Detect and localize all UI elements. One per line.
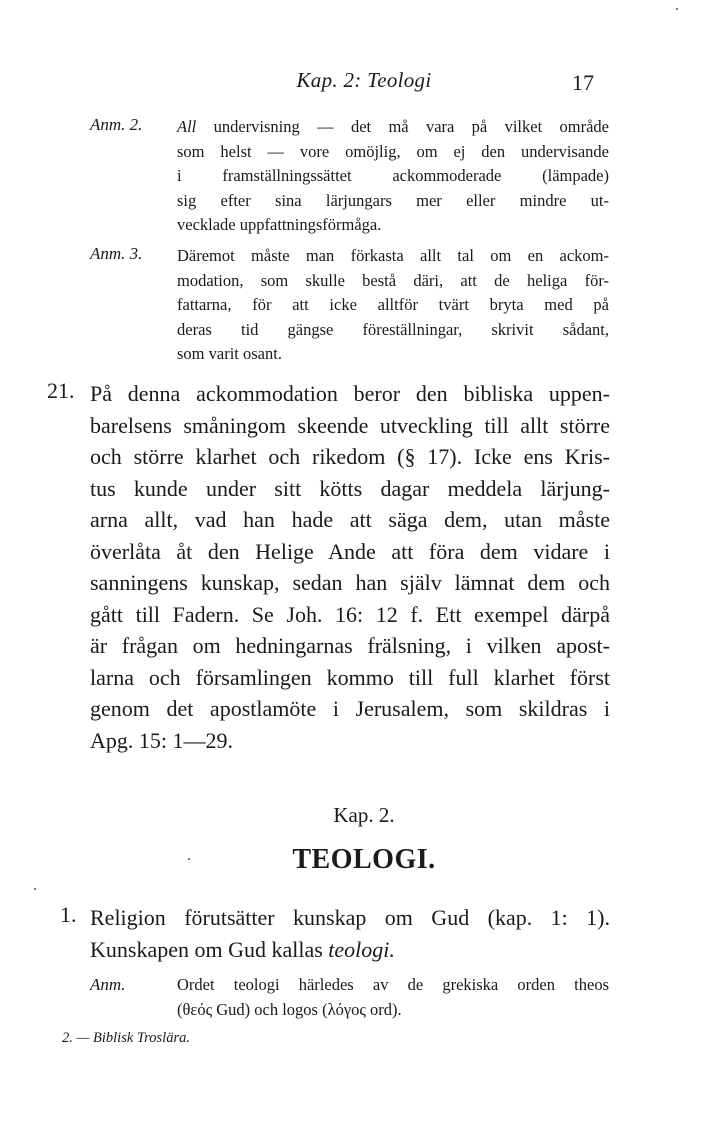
page-number: 17: [572, 70, 594, 95]
chapter-label: Kap. 2.: [333, 803, 395, 827]
note-3-line-5: som varit osant.: [177, 344, 282, 363]
note-3-line-3: fattarna, för att icke alltför tvärt bryta med på: [177, 295, 609, 314]
note-bottom-text: [177, 973, 609, 1022]
paragraph-21-line: sanningens kunskap, sedan han själv lämnat dem och: [90, 570, 610, 595]
note-3-line-1: Däremot måste man förkasta allt tal om en ackom-: [177, 246, 609, 265]
paragraph-21-line: genom det apostlamöte i Jerusalem, som skildras i: [90, 696, 610, 721]
paragraph-21-line: tus kunde under sitt kötts dagar meddela lärjung-: [90, 475, 610, 501]
note-2-label: Anm. 2.: [90, 115, 143, 134]
note-3-line-2: modation, som skulle bestå däri, att de heliga för-: [177, 270, 609, 290]
paragraph-21-line: arna allt, vad han hade att säga dem, utan måste: [90, 507, 610, 532]
paragraph-1-line-2: Kunskapen om Gud kallas teologi.: [90, 936, 395, 962]
paragraph-1-term: teologi.: [328, 936, 395, 962]
paragraph-21-line: barelsens småningom skeende utveckling till allt större: [90, 412, 610, 438]
paragraph-21-number: 21.: [47, 378, 75, 403]
note-2-line-2: som helst — vore omöjlig, om ej den undervisande: [177, 141, 609, 161]
note-bottom-line-2: (θεός Gud) och logos (λόγος ord).: [177, 999, 402, 1019]
scan-speck: [34, 888, 36, 890]
note-2-text: [177, 115, 609, 238]
paragraph-1-text: [90, 902, 610, 965]
note-2-line-3: i framställningssättet ackommoderade (lämpade): [177, 166, 609, 185]
note-2-line-5: vecklade uppfattningsförmåga.: [177, 215, 382, 234]
paragraph-21-text: [90, 378, 610, 756]
paragraph-21-line: Apg. 15: 1—29.: [90, 727, 233, 753]
scan-speck: [188, 858, 190, 860]
note-bottom-label: Anm.: [90, 975, 126, 994]
note-3-label: Anm. 3.: [90, 244, 143, 263]
note-bottom-line-1: Ordet teologi härledes av de grekiska orden theos: [177, 975, 609, 994]
paragraph-1-line-1: Religion förutsätter kunskap om Gud (kap. 1: 1).: [90, 905, 610, 930]
note-3-text: [177, 244, 609, 367]
paragraph-21-line: och större klarhet och rikedom (§ 17). Icke ens Kris-: [90, 444, 610, 469]
note-2-line-4: sig efter sina lärjungars mer eller mindre ut-: [177, 190, 609, 210]
note-3-line-4: deras tid gängse föreställningar, skrivit sådant,: [177, 319, 609, 339]
paragraph-21-line: är frågan om hedningarnas frälsning, i vilken apost-: [90, 633, 610, 658]
footer-signature: 2. — Biblisk Troslära.: [62, 1030, 190, 1046]
paragraph-1-number: 1.: [60, 902, 77, 927]
paragraph-21-line: gått till Fadern. Se Joh. 16: 12 f. Ett exempel därpå: [90, 601, 610, 627]
paragraph-21-line: överlåta åt den Helige Ande att föra dem vidare i: [90, 538, 610, 564]
running-title: Kap. 2: Teologi: [296, 68, 432, 92]
note-2-lead-word: All: [177, 117, 197, 136]
scan-speck: [676, 8, 678, 10]
paragraph-21-line: På denna ackommodation beror den bibliska uppen-: [90, 381, 610, 406]
chapter-title: TEOLOGI.: [292, 844, 436, 875]
paragraph-21-line: larna och församlingen kommo till full klarhet först: [90, 664, 610, 690]
note-2-line-1: All undervisning — det må vara på vilket område: [177, 117, 609, 136]
